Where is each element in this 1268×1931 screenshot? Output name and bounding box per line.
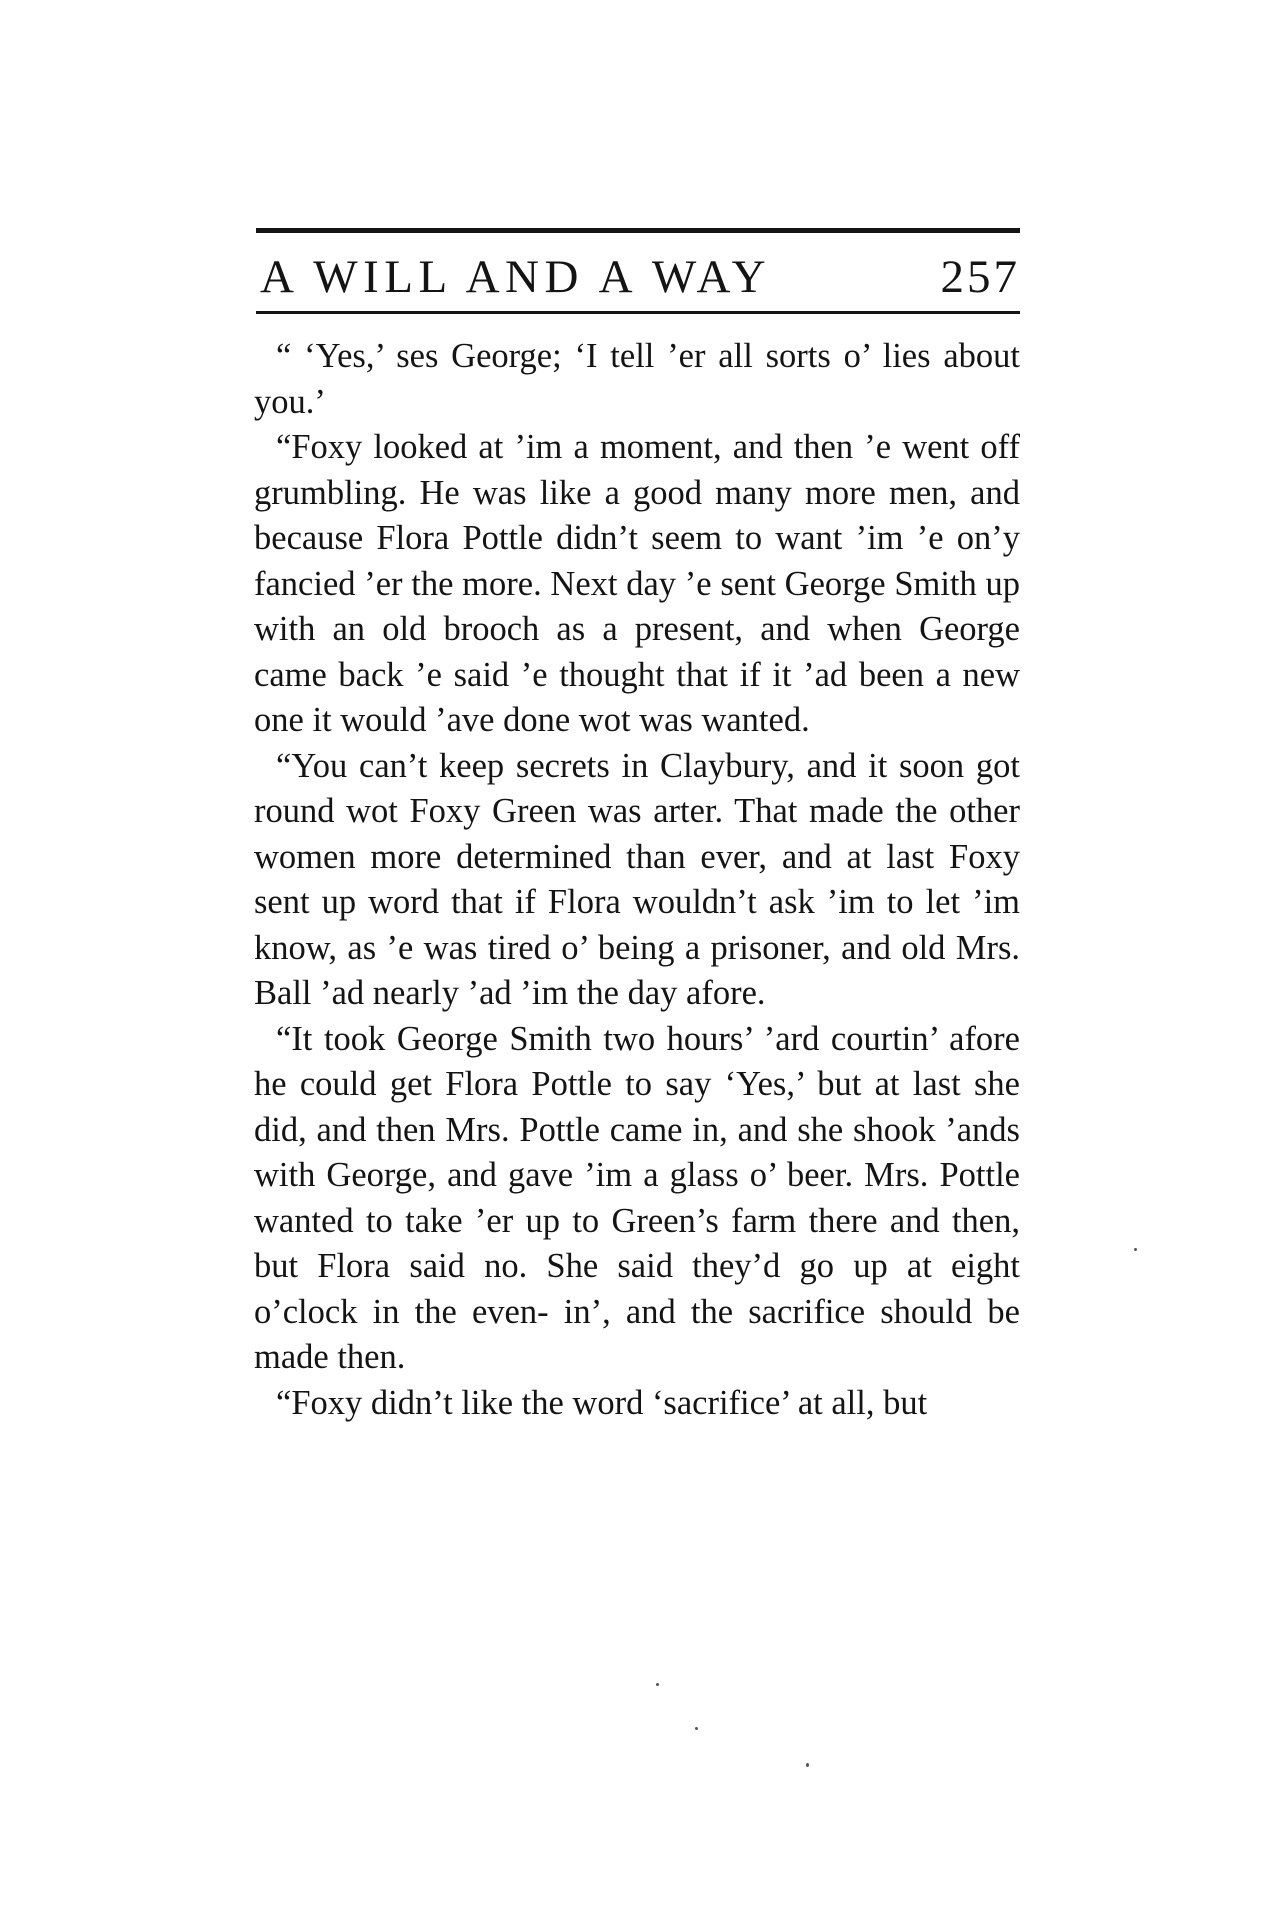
header-bottom-rule [256, 311, 1020, 314]
paragraph: “You can’t keep secrets in Claybury, and it soon got round wot Foxy Green was arter. That made the other women more determined than ever, and at last Foxy sent up word that if Flora wouldn’t ask ’im to let ’im know, as ’e was tired o’ being a prisoner, and old Mrs. Ball ’ad nearly ’ad ’im the day afore. [254, 746, 1020, 1012]
scan-speck [695, 1727, 698, 1730]
paragraph: “ ‘Yes,’ ses George; ‘I tell ’er all sorts o’ lies about you.’ [254, 337, 1020, 421]
book-page [254, 228, 1020, 1426]
running-head-title: A WILL AND A WAY [260, 251, 772, 303]
page-number: 257 [940, 251, 1020, 303]
paragraph: “It took George Smith two hours’ ’ard courtin’ afore he could get Flora Pottle to say ‘Yes,’ but at last she did, and then Mrs. Pottle came in, and she shook ’ands with George, and gave ’im a glass o’ beer. Mrs. Pottle wanted to take ’er up to Green’s farm there and then, but Flora said no. She said they’d go up at eight o’clock in the even- in’, and the sacrifice should be made then. [254, 1019, 1020, 1376]
running-head [254, 233, 1020, 311]
paragraph: “Foxy looked at ’im a moment, and then ’e went off grumbling. He was like a good many more men, and because Flora Pottle didn’t seem to want ’im ’e on’y fancied ’er the more. Next day ’e sent George Smith up with an old brooch as a present, and when George came back ’e said ’e thought that if it ’ad been a new one it would ’ave done wot was wanted. [254, 428, 1020, 739]
body-text [254, 334, 1020, 1426]
scan-speck [656, 1683, 659, 1686]
paragraph: “Foxy didn’t like the word ‘sacrifice’ at all, but [276, 1383, 928, 1422]
scan-speck [806, 1763, 809, 1767]
scan-speck [1134, 1248, 1137, 1251]
